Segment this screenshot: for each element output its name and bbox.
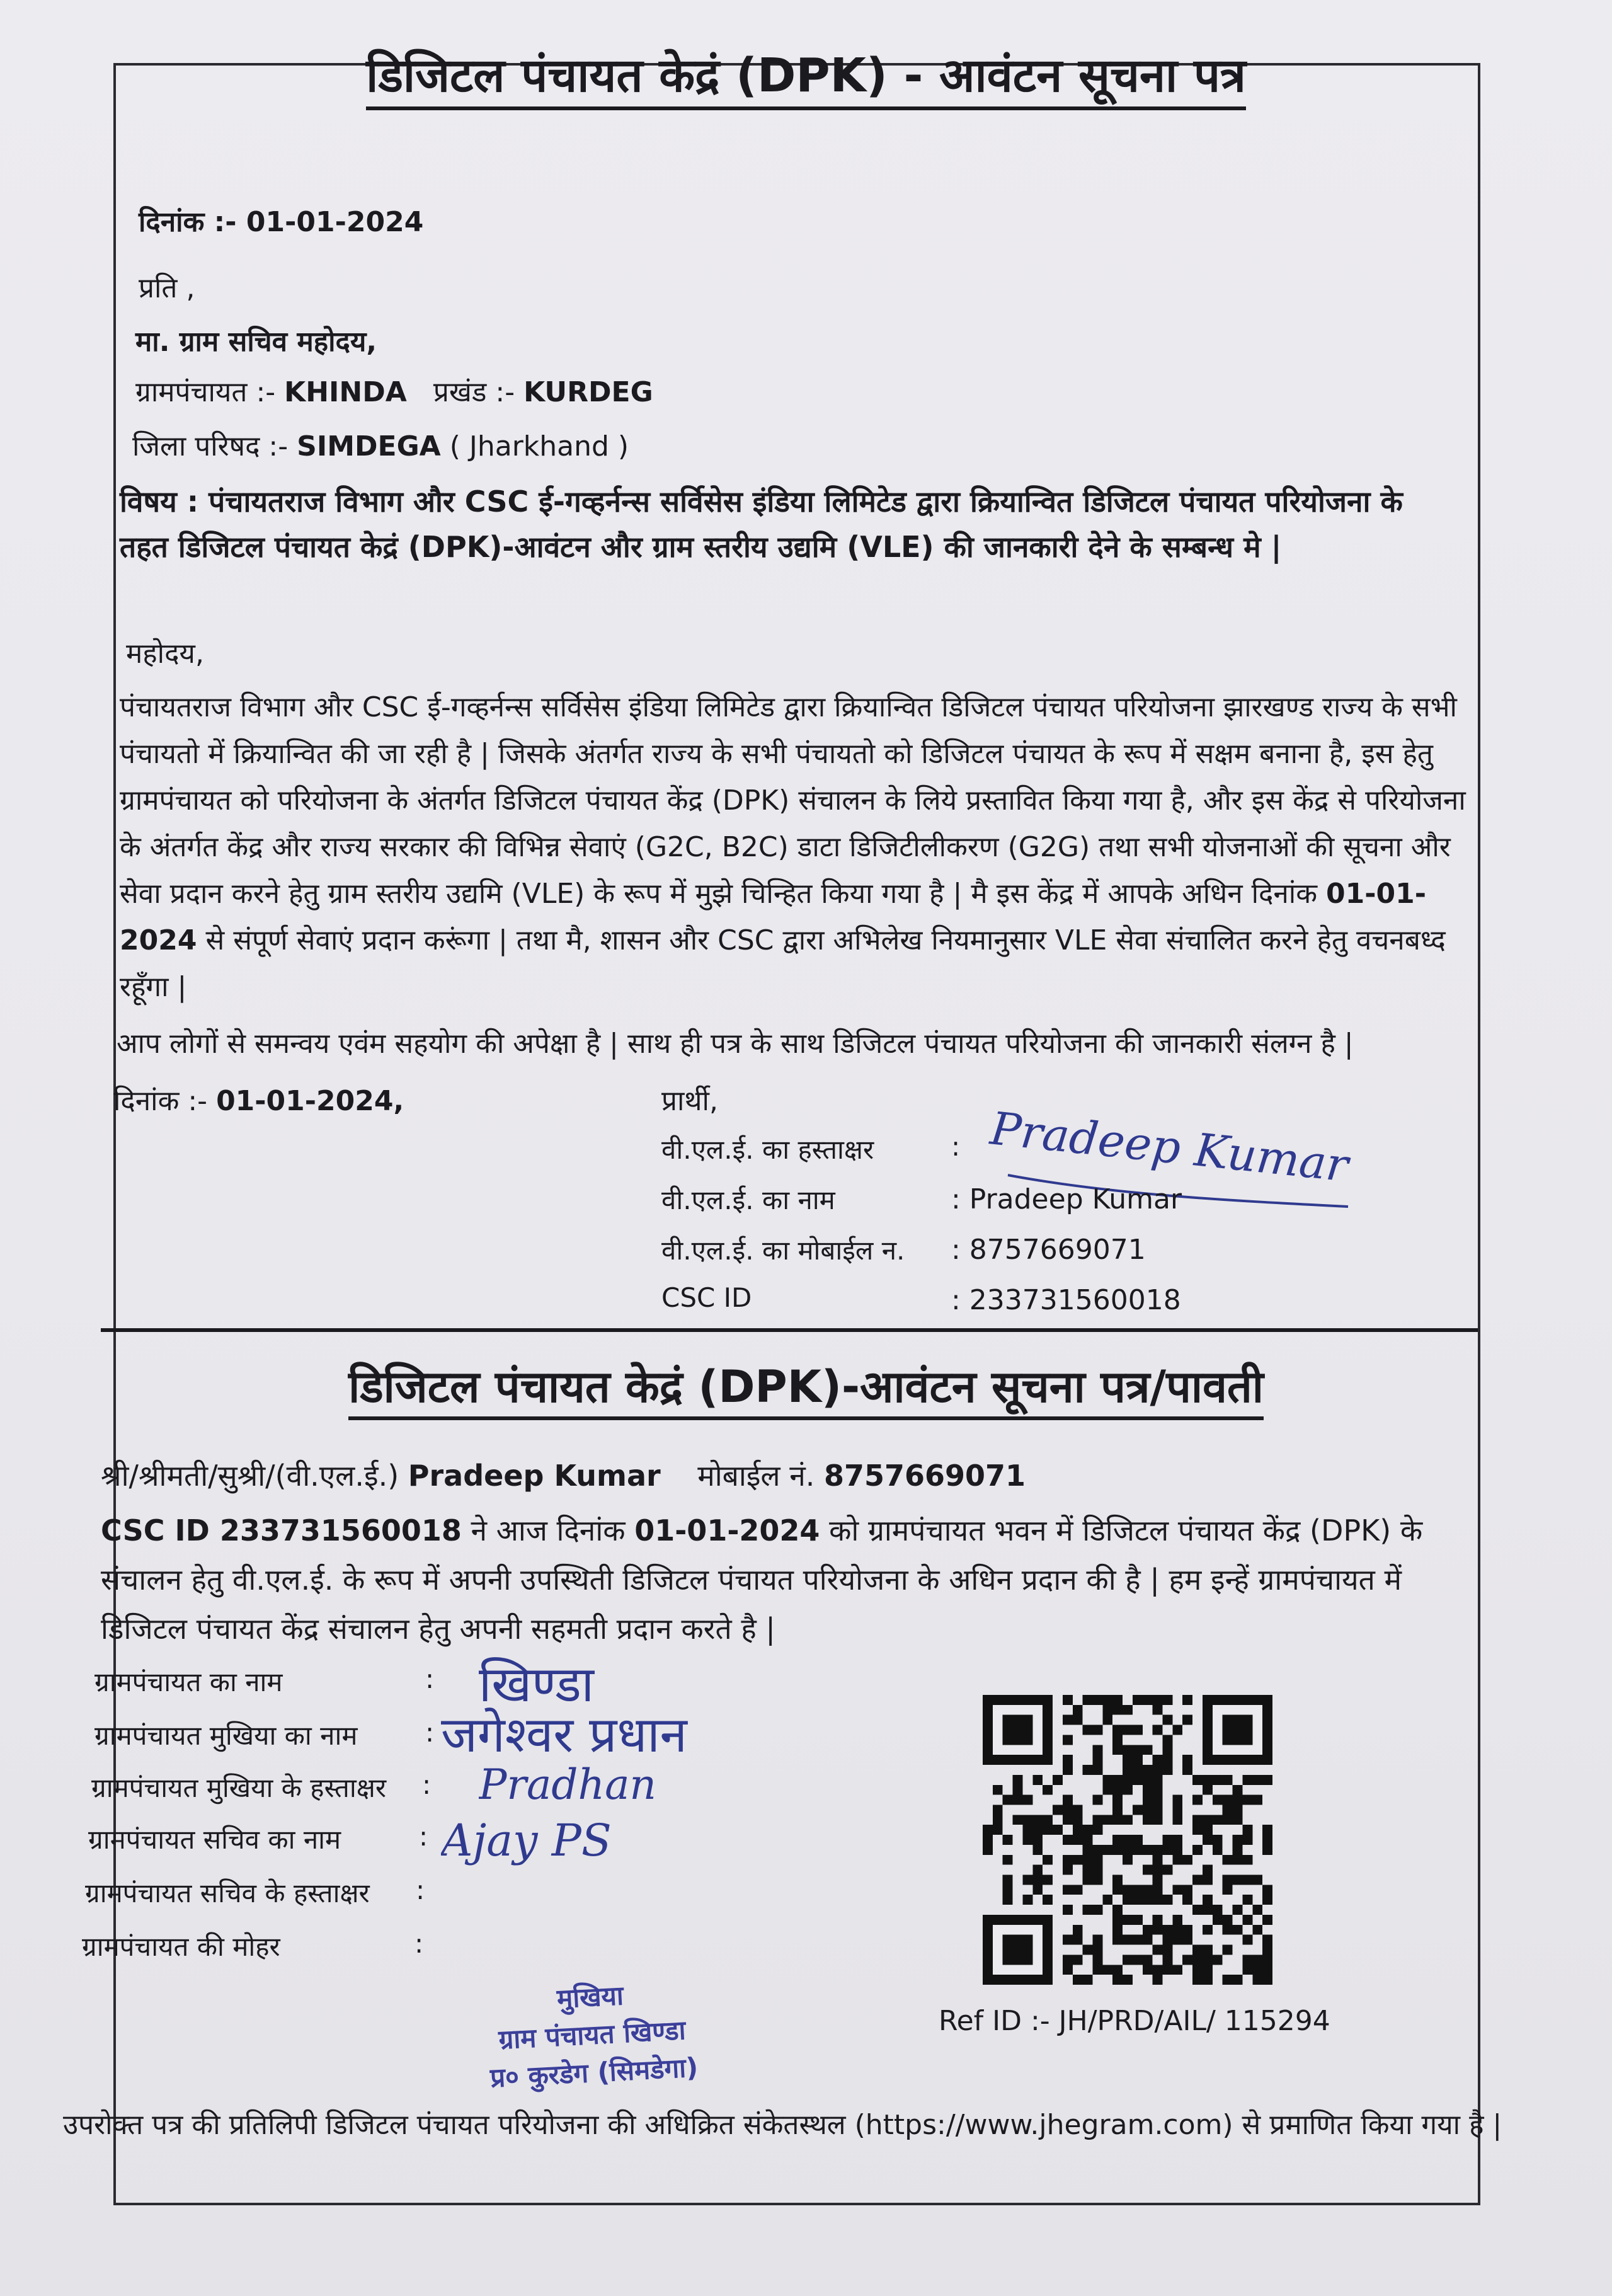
bottom-date: दिनांक :- 01-01-2024, [113, 1085, 404, 1117]
svg-text:Ajay PS: Ajay PS [441, 1815, 612, 1866]
field-colon: : [416, 1874, 425, 1905]
gram-panchayat-line: ग्रामपंचायत :- KHINDA प्रखंड :- KURDEG [135, 376, 653, 408]
csc-id-value: : 233731560018 [951, 1284, 1181, 1316]
field-colon: : [414, 1928, 424, 1959]
receipt-vle-line: श्री/श्रीमती/सुश्री/(वी.एल.ई.) Pradeep Kumar मोबाईल नं. 8757669071 [101, 1459, 1026, 1493]
csc-id-label: CSC ID [661, 1282, 752, 1313]
field-colon: : [425, 1717, 435, 1748]
svg-text:जगेश्वर प्रधान: जगेश्वर प्रधान [441, 1707, 687, 1764]
field-colon: : [419, 1821, 428, 1852]
footer-note: उपरोक्त पत्र की प्रतिलिपी डिजिटल पंचायत परियोजना की अधिक्रित संकेतस्थल (https://www.jhegram.com) से प्रमाणित किया गया है | [63, 2109, 1502, 2141]
district-line: जिला परिषद :- SIMDEGA ( Jharkhand ) [132, 430, 629, 462]
vle-sign-label: वी.एल.ई. का हस्ताक्षर [661, 1134, 874, 1165]
receipt-title: डिजिटल पंचायत केद्रं (DPK)-आवंटन सूचना पत्र/पावती [0, 1355, 1612, 1415]
vle-sign-colon: : [951, 1131, 961, 1162]
vle-name-label: वी.एल.ई. का नाम [661, 1185, 835, 1215]
vle-mobile-label: वी.एल.ई. का मोबाईल न. [661, 1235, 905, 1266]
field-mukhiya-name-label: ग्रामपंचायत मुखिया का नाम [94, 1720, 358, 1751]
vle-name-value: : Pradeep Kumar [951, 1183, 1182, 1215]
field-gram-name-label: ग्रामपंचायत का नाम [94, 1667, 283, 1697]
svg-text:खिण्डा: खिण्डा [479, 1656, 594, 1713]
applicant-label: प्रार्थी, [661, 1085, 718, 1117]
svg-text:Pradeep Kumar: Pradeep Kumar [988, 1101, 1351, 1192]
subject: विषय : पंचायतराज विभाग और CSC ई-गव्हर्नन्स सर्विसेस इंडिया लिमिटेड द्वारा क्रियान्वित डिजिटल पंचायत परियोजना के तहत डिजिटल पंचायत केद्रं (DPK)-आवंटन और ग्राम स्तरीय उद्यमि (VLE) की जानकारी देने के सम्बन्ध मे | [120, 485, 1403, 564]
receipt-paragraph: CSC ID 233731560018 ने आज दिनांक 01-01-2024 को ग्रामपंचायत भवन में डिजिटल पंचायत केंद्र (DPK) के संचालन हेतु वी.एल.ई. के रूप में अपनी उपस्थिती डिजिटल पंचायत परियोजना के अधिन प्रदान की है | हम इन्हें ग्रामपंचायत में डिजिटल पंचायत केंद्र संचालन हेतु अपनी सहमती प्रदान करते है | [101, 1513, 1423, 1646]
closing-paragraph: आप लोगों से समन्वय एवंम सहयोग की अपेक्षा है | साथ ही पत्र के साथ डिजिटल पंचायत परियोजना की जानकारी संलग्न है | [117, 1028, 1354, 1060]
field-colon: : [422, 1769, 432, 1800]
letter-title: डिजिटल पंचायत केद्रं (DPK) - आवंटन सूचना पत्र [0, 42, 1612, 105]
field-seal-label: ग्रामपंचायत की मोहर [82, 1931, 280, 1962]
svg-text:Pradhan: Pradhan [479, 1760, 656, 1809]
vle-mobile-value: : 8757669071 [951, 1234, 1146, 1266]
panchayat-stamp: मुखिया ग्राम पंचायत खिण्डा प्र० कुरडेग (सिमडेगा) [489, 1980, 699, 2094]
body-paragraph: पंचायतराज विभाग और CSC ई-गव्हर्नन्स सर्विसेस इंडिया लिमिटेड द्वारा क्रियान्वित डिजिटल पंचायत परियोजना झारखण्ड राज्य के सभी पंचायतो में क्रियान्वित की जा रही है | जिसके अंतर्गत राज्य के सभी पंचायतो को डिजिटल पंचायत के रूप में सक्षम बनाना है, इस हेतु ग्रामपंचायत को परियोजना के अंतर्गत डिजिटल पंचायत केंद्र (DPK) संचालन के लिये प्रस्तावित किया गया है, और इस केंद्र से परियोजना के अंतर्गत केंद्र और राज्य सरकार की विभिन्न सेवाएं (G2C, B2C) डाटा डिजिटीलीकरण (G2G) तथा सभी योजनाओं की सूचना और सेवा प्रदान करने हेतु ग्राम स्तरीय उद्यमि (VLE) के रूप में मुझे चिन्हित किया गया है | मै इस केंद्र में आपके अधिन दिनांक 01-01-2024 से संपूर्ण सेवाएं प्रदान करूंगा | तथा मै, शासन और CSC द्वारा अभिलेख नियमानुसार VLE सेवा संचालित करने हेतु वचनबध्द रहूँगा | [120, 691, 1466, 1003]
section-divider [101, 1328, 1478, 1332]
field-secretary-name-handwriting [441, 1805, 630, 1909]
to-line: प्रति , [139, 272, 195, 304]
greeting: महोदय, [126, 638, 204, 670]
field-secretary-sign-label: ग्रामपंचायत सचिव के हस्ताक्षर [85, 1878, 370, 1909]
field-secretary-name-label: ग्रामपंचायत सचिव का नाम [88, 1824, 341, 1855]
field-colon: : [425, 1663, 435, 1694]
field-mukhiya-sign-label: ग्रामपंचायत मुखिया के हस्ताक्षर [91, 1772, 387, 1803]
qr-code [983, 1695, 1272, 1985]
ref-id: Ref ID :- JH/PRD/AIL/ 115294 [939, 2005, 1330, 2037]
addressee: मा. ग्राम सचिव महोदय, [135, 326, 377, 358]
letter-date: दिनांक :- 01-01-2024 [139, 206, 424, 238]
